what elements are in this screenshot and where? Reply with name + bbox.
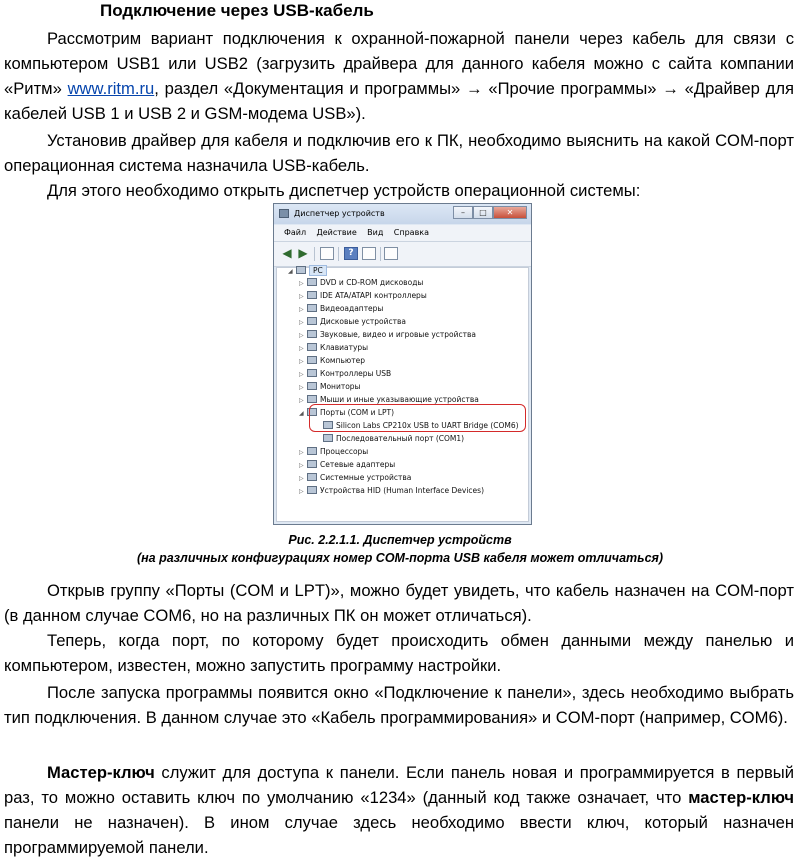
device-icon [307, 304, 317, 312]
menu-file[interactable]: Файл [284, 228, 307, 237]
p3-text: Для этого необходимо открыть диспетчер устройств операционной системы: [47, 181, 641, 200]
device-icon [307, 460, 317, 468]
help-icon[interactable]: ? [344, 247, 358, 260]
tree-node[interactable] [299, 329, 476, 341]
device-icon [307, 447, 317, 455]
figure-caption-note: (на различных конфигурациях номер COM-порта USB кабеля может отличаться) [136, 551, 664, 565]
tree-node-label: Видеоадаптеры [320, 304, 384, 313]
tree-node[interactable] [299, 303, 383, 315]
tree-node[interactable] [299, 355, 365, 367]
maximize-button[interactable]: □ [473, 206, 493, 219]
collapsed-triangle-icon: ▷ [299, 319, 304, 326]
device-icon [307, 356, 317, 364]
tree-root-label: PC [309, 265, 327, 276]
window-titlebar [274, 204, 531, 224]
properties-icon[interactable] [320, 247, 334, 260]
tree-node-label: Устройства HID (Human Interface Devices) [320, 486, 484, 495]
collapsed-triangle-icon: ▷ [299, 345, 304, 352]
tree-node[interactable] [315, 433, 464, 445]
collapsed-triangle-icon: ▷ [299, 449, 304, 456]
tree-node-label: DVD и CD-ROM дисководы [320, 278, 424, 287]
computer-icon [296, 266, 306, 274]
tree-node-label: Дисковые устройства [320, 317, 406, 326]
device-icon [307, 486, 317, 494]
device-icon [307, 395, 317, 403]
device-icon [307, 278, 317, 286]
p2-text: Установив драйвер для кабеля и подключив его к ПК, необходимо выяснить на какой COM-порт операционная система назначила USB-кабель. [4, 131, 794, 175]
tree-node[interactable] [299, 316, 406, 328]
tree-node[interactable] [299, 277, 423, 289]
tree-node[interactable] [299, 342, 368, 354]
tree-node-label: Системные устройства [320, 473, 412, 482]
collapsed-triangle-icon: ▷ [299, 384, 304, 391]
collapsed-triangle-icon: ▷ [299, 358, 304, 365]
p7-text-start: служит для доступа к панели. Если панель новая и программируется в первый раз, то можно оставить ключ по умолчанию «1234» (данный код также означает, что [4, 763, 794, 807]
tree-node-label: Мыши и иные указывающие устройства [320, 395, 479, 404]
device-icon [307, 343, 317, 351]
collapsed-triangle-icon: ▷ [299, 280, 304, 287]
tree-node-label: Последовательный порт (COM1) [336, 434, 465, 443]
device-icon [307, 317, 317, 325]
menu-view[interactable]: Вид [367, 228, 384, 237]
expanded-triangle-icon: ◢ [288, 268, 293, 275]
p1-text-end: , раздел «Документация и программы» → «Прочие программы» → «Драйвер для кабелей USB 1 и USB 2 и GSM-модема USB»). [4, 79, 794, 123]
forward-icon[interactable]: ▶ [298, 246, 308, 260]
tree-node-label: Сетевые адаптеры [320, 460, 396, 469]
menu-help[interactable]: Справка [393, 228, 430, 237]
p6-text: После запуска программы появится окно «Подключение к панели», здесь необходимо выбрать тип подключения. В данном случае это «Кабель программирования» и COM-порт (например, COM6). [4, 683, 794, 727]
expanded-triangle-icon: ◢ [299, 410, 304, 417]
tree-node-label: Порты (COM и LPT) [320, 408, 395, 417]
tree-node[interactable] [299, 368, 391, 380]
tree-node[interactable] [299, 472, 411, 484]
paragraph-ports-group [4, 578, 794, 628]
tree-node-label: IDE ATA/ATAPI контроллеры [320, 291, 427, 300]
tree-root[interactable] [288, 265, 327, 277]
device-icon [323, 434, 333, 442]
device-icon [307, 291, 317, 299]
paragraph-connection-window [4, 680, 794, 730]
ritm-link[interactable]: www.ritm.ru [67, 79, 155, 98]
toolbar-separator [338, 247, 339, 261]
collapsed-triangle-icon: ▷ [299, 293, 304, 300]
master-key-term: Мастер-ключ [47, 763, 155, 782]
collapsed-triangle-icon: ▷ [299, 488, 304, 495]
update-icon[interactable] [362, 247, 376, 260]
collapsed-triangle-icon: ▷ [299, 475, 304, 482]
device-icon [307, 330, 317, 338]
window-controls [453, 206, 527, 219]
paragraph-master-key [4, 760, 794, 860]
tree-node[interactable] [299, 290, 427, 302]
device-icon [307, 473, 317, 481]
toolbar-separator [380, 247, 381, 261]
p1-text-start: Рассмотрим вариант подключения к охранной-пожарной панели через кабель для связи с компьютером USB1 или USB2 (загрузить драйвера для данного кабеля можно с сайта компании «Ритм» [4, 29, 794, 98]
com-port-highlight [309, 404, 526, 432]
collapsed-triangle-icon: ▷ [299, 371, 304, 378]
window-title: Диспетчер устройств [294, 209, 385, 218]
tree-node-label: Клавиатуры [320, 343, 369, 352]
back-icon[interactable]: ◀ [282, 246, 292, 260]
paragraph-usb-drivers [4, 26, 794, 126]
master-key-term-2: мастер-ключ [688, 788, 794, 807]
paragraph-open-device-manager [4, 178, 794, 203]
toolbar-separator [314, 247, 315, 261]
tree-node[interactable] [299, 485, 484, 497]
tree-node[interactable] [299, 459, 395, 471]
device-manager-icon [279, 209, 289, 218]
minimize-button[interactable]: – [453, 206, 473, 219]
toolbar [274, 242, 531, 267]
p5-text: Теперь, когда порт, по которому будет происходить обмен данными между панелью и компьютером, известен, можно запустить программу настройки. [4, 631, 794, 675]
section-heading: Подключение через USB-кабель [100, 1, 374, 20]
menu-action[interactable]: Действие [316, 228, 357, 237]
tree-node-label: Компьютер [320, 356, 365, 365]
tree-node-label: Контроллеры USB [320, 369, 392, 378]
menu-bar [274, 225, 531, 242]
scan-icon[interactable] [384, 247, 398, 260]
tree-node-label: Мониторы [320, 382, 361, 391]
collapsed-triangle-icon: ▷ [299, 332, 304, 339]
p7-text-end: панели не назначен). В ином случае здесь необходимо ввести ключ, который назначен программируемой панели. [4, 813, 794, 857]
tree-node-label: Процессоры [320, 447, 369, 456]
device-icon [307, 369, 317, 377]
paragraph-com-port [4, 128, 794, 178]
paragraph-run-program [4, 628, 794, 678]
tree-node-label: Silicon Labs CP210x USB to UART Bridge (COM6) [336, 421, 519, 430]
close-button[interactable]: ✕ [493, 206, 527, 219]
collapsed-triangle-icon: ▷ [299, 397, 304, 404]
p4-text: Открыв группу «Порты (COM и LPT)», можно будет увидеть, что кабель назначен на COM-порт (в данном случае COM6, но на различных ПК он может отличаться). [4, 581, 794, 625]
figure-caption-title: Рис. 2.2.1.1. Диспетчер устройств [288, 533, 512, 547]
tree-node[interactable] [299, 381, 360, 393]
collapsed-triangle-icon: ▷ [299, 462, 304, 469]
tree-node[interactable] [299, 446, 368, 458]
collapsed-triangle-icon: ▷ [299, 306, 304, 313]
device-icon [307, 382, 317, 390]
tree-node-label: Звуковые, видео и игровые устройства [320, 330, 477, 339]
